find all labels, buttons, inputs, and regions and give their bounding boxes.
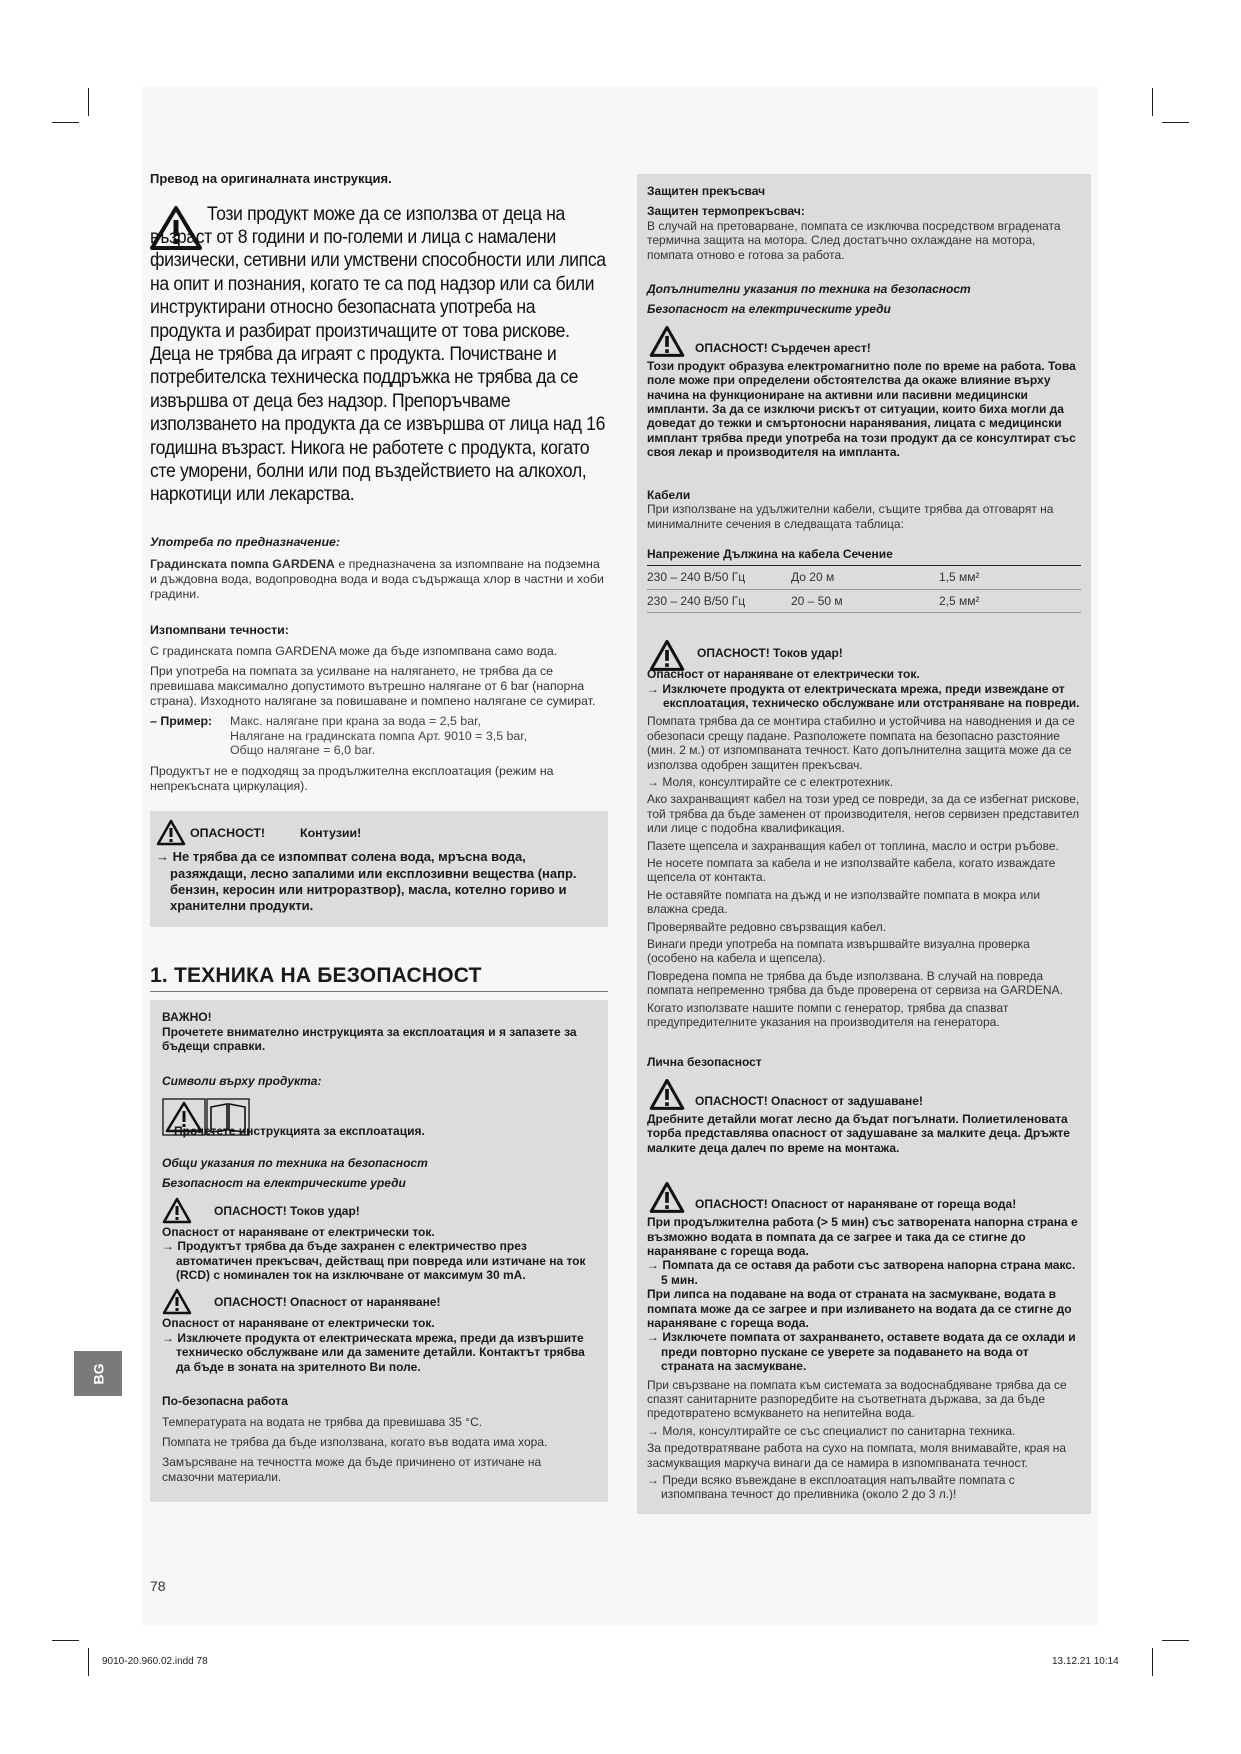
cable-paragraph: Не носете помпата за кабела и не използвайте кабела, когато изваждате щепсела от контакта. [647,856,1056,885]
cable-paragraph: Пазете щепсела и захранващия кабел от топлина, масло и остри ръбове. [647,838,1059,853]
warning-triangle-icon [162,1288,192,1316]
cables-heading: Кабели [647,487,691,502]
shock-sub: Опасност от нараняване от електрически ток. [162,1224,435,1239]
warning-triangle-icon [647,325,687,359]
danger-text: → Не трябва да се изпомпват солена вода, мръсна вода, разяждащи, лесно запалими или експлозивни вещества (напр. бензин, керосин или нитроразтвор), масла, котелно гориво и хранителни продукти. [156,849,577,914]
table-cell: 1,5 мм² [939,566,1081,589]
hot-a1: → Помпата да се оставя да работи със затворена напорна страна макс. 5 мин. [647,1258,1076,1287]
shock-label-right: ОПАСНОСТ! Токов удар! [697,645,843,660]
file-info: 9010-20.960.02.indd 78 [102,1656,208,1667]
shock-label: ОПАСНОСТ! Токов удар! [214,1203,360,1218]
liquids-section [150,623,608,793]
table-row [647,566,1081,589]
choke-label: ОПАСНОСТ! Опасност от задушаване! [695,1093,923,1108]
hot-a2: → Изключете помпата от захранването, оставете водата да се охлади и преди повторно пускане се уверете за подаването на вода от страната на засмукване. [647,1330,1076,1374]
breaker-heading: Защитен прекъсвач [647,184,766,198]
crop-mark [1162,122,1189,123]
example-line: Налягане на градинската помпа Арт. 9010 = 3,5 bar, [230,728,528,743]
pressure-example [150,714,608,758]
cable-paragraph: Повредена помпа не трябва да бъде използвана. В случай на повреда помпата непременно трябва да бъде проверена от сервиза на GARDENA. [647,968,1063,998]
table-cell: 230 – 240 В/50 Гц [647,589,791,612]
tail-a2: → Преди всяко въвеждане в експлоатация напълвайте помпата с изпомпвана течност до преливника (около 2 до 3 л.)! [647,1473,1015,1502]
liquids-p3: Продуктът не е подходящ за продължителна експлоатация (режим на непрекъсната циркулация). [150,764,554,793]
important-text: Прочетете внимателно инструкцията за експлоатация и я запазете за бъдещи справки. [162,1024,577,1054]
cable-paragraph: Помпата трябва да се монтира стабилно и устойчива на наводнения и да се обезопаси срещу падане. Разположете помпата на безопасно разстояние (мин. 2 м.) от изпомпваната течност. Като допълнителна защита може да се използва одобрен защитен прекъсвач. [647,714,1075,772]
example-label: – Пример: [150,714,213,729]
table-cell: 230 – 240 В/50 Гц [647,566,791,589]
general-heading: Общи указания по техника на безопасност [162,1156,428,1171]
cable-paragraph: Когато използвате нашите помпи с генератор, трябва да спазват предупредителните указания на производителя на генератора. [647,1000,1009,1030]
liquids-p2: При употреба на помпата за усилване на налягането, не трябва да се превишава максимално допустимото вътрешно налягане от 6 bar (напорна страна). Изходното налягане за повишаване и помпено налягане се сумират. [150,664,596,708]
warning-triangle-icon [647,1181,687,1215]
electrical-heading-right: Безопасност на електрическите уреди [647,302,891,317]
choke-text: Дребните детайли могат лесно да бъдат погълнати. Полиетиленовата торба представлява опасност от задушаване за малките деца. Дръжте малките деца далеч по време на монтажа. [647,1111,1070,1155]
injury-sub: Опасност от нараняване от електрически ток. [162,1316,435,1331]
section-title: 1. ТЕХНИКА НА БЕЗОПАСНОСТ [150,963,482,987]
cardiac-text: Този продукт образува електромагнитно поле по време на работа. Това поле може при определени обстоятелства да окаже влияние върху начина на функциониране на активни или пасивни медицински импланти. За да се изключи рискът от ситуации, които биха могли да доведат до тежки и смъртоносни наранявания, лицата с медицински имплант трябва преди употреба на този продукт да се консултират със своя лекар и производителя на импланта. [647,358,1076,460]
thermo-text: В случай на претоварване, помпата се изключва посредством вградената термична защита на мотора. След достатъчно охлаждане на мотора, помпата отново е готова за работа. [647,218,1061,262]
hot-water-label: ОПАСНОСТ! Опасност от нараняване от гореща вода! [695,1196,1017,1211]
warning-triangle-icon [162,1197,192,1225]
danger-sub: Контузии! [300,825,362,840]
crop-mark [1152,1648,1153,1676]
crop-mark [88,88,89,116]
cable-paragraph: Ако захранващият кабел на този уред се повреди, за да се избегнат рискове, той трябва да бъде заменен от производителя, негов сервизен представител или лице с подобна квалификация. [647,792,1080,836]
intended-use-section [150,535,608,601]
thermo-heading: Защитен термопрекъсвач: [647,204,805,219]
liquids-heading: Изпомпвани течности: [150,623,289,638]
table-cell: 2,5 мм² [939,589,1081,612]
warning-triangle-icon [647,1078,687,1112]
crop-mark [1152,88,1153,116]
safer-p2: Помпата не трябва да бъде използвана, когато във водата има хора. [162,1434,548,1449]
child-warning-text: Този продукт може да се използва от деца на възраст от 8 години и по-големи и лица с намалени физически, сетивни или умствени способности или липса на опит и познания, когато те са под надзор или са били инструктирани относно безопасната употреба на продукта и разбират произтичащите от това рискове. Деца не трябва да играят с продукта. Почистване и потребителска техническа поддръжка не трябва да се извършва от деца без надзор. Препоръчваме използването на продукта да се извършва от лица над 16 годишна възраст. Никога не работете с продукта, когато сте уморени, болни или под въздействието на алкохол, наркотици или лекарства. [150,203,606,506]
warning-triangle-icon [156,819,186,847]
intended-use-heading: Употреба по предназначение: [150,534,341,549]
shock-action-right: → Изключете продукта от електрическата мрежа, преди извеждане от експлоатация, техническо обслужване или отстраняване на повреди. [647,681,1080,710]
child-warning [150,203,608,507]
safety-box [150,1000,608,1502]
right-column [637,174,1091,1514]
injury-label: ОПАСНОСТ! Опасност от нараняване! [214,1295,441,1310]
example-line: Макс. налягане при крана за вода = 2,5 bar, [230,714,481,729]
translation-note: Превод на оригиналната инструкция. [150,171,392,186]
electrical-heading: Безопасност на електрическите уреди [162,1176,406,1191]
important-label: ВАЖНО! [162,1010,212,1025]
section-title-bar [150,963,608,993]
cable-paragraph: → Моля, консултирайте се с електротехник. [647,774,894,789]
liquids-p1: С градинската помпа GARDENA може да бъде изпомпвана само вода. [150,643,558,658]
intended-use-text: е предназначена за изпомпване на подземна и дъждовна вода, водопроводна вода и вода съдържаща хлор в частни и хоби градини. [150,557,604,601]
additional-heading: Допълнителни указания по техника на безопасност [647,282,971,297]
crop-mark [1162,1640,1189,1641]
table-row [647,589,1081,612]
crop-mark [52,122,79,123]
table-cell: До 20 м [791,566,939,589]
cable-paragraph: Не оставяйте помпата на дъжд и не използвайте помпата в мокра или влажна среда. [647,887,1041,917]
safer-p1: Температурата на водата не трябва да превишава 35 °C. [162,1414,483,1429]
crop-mark [88,1648,89,1676]
page-number: 78 [150,1578,166,1594]
symbols-heading: Символи върху продукта: [162,1073,322,1088]
table-header-cell: Дължина на кабела [723,546,840,561]
symbols-caption: Прочетете инструкцията за експлоатация. [174,1123,425,1138]
cable-paragraph: Проверявайте редовно свързващия кабел. [647,919,887,934]
cardiac-label: ОПАСНОСТ! Сърдечен арест! [695,340,871,355]
intended-use-lead: Градинската помпа GARDENA [150,557,335,572]
example-line: Общо налягане = 6,0 bar. [230,743,376,758]
tail-p2: За предотвратяване работа на сухо на помпата, моля внимавайте, края на засмукващия маркуча винаги да се намира в изпомпваната течност. [647,1441,1067,1470]
crop-mark [52,1640,79,1641]
shock-text: → Продуктът трябва да бъде захранен с електричество през автоматичен прекъсвач, действащ при повреда или изтичане на ток (RCD) с номинален ток на изключване от максимум 30 mA. [162,1239,586,1283]
table-header-cell: Напрежение [647,546,720,561]
table-header-cell: Сечение [842,546,893,561]
danger-box [150,811,608,927]
safer-p3: Замърсяване на течността може да бъде причинено от изтичане на смазочни материали. [162,1455,542,1484]
safer-heading: По-безопасна работа [162,1394,288,1409]
hot-p2: При липса на подаване на вода от страната на засмукване, водата в помпата може да се загрее и при изливането на водата да се стигне до нараняване с гореща вода. [647,1287,1072,1330]
cable-paragraph: Винаги преди употреба на помпата извършвайте визуална проверка (особено на кабела и щепсела). [647,937,1030,966]
table-cell: 20 – 50 м [791,589,939,612]
date-info: 13.12.21 10:14 [1052,1656,1119,1667]
cable-table [647,543,1081,613]
tail-p1: При свързване на помпата към системата за водоснабдяване трябва да се спазят санитарните разпоредбите на съответната държава, за да бъде предотвратено всмукването на непитейна вода. [647,1377,1067,1421]
language-tab: BG [74,1351,122,1396]
danger-label: ОПАСНОСТ! [190,825,266,840]
left-column [150,172,608,1502]
hot-p1: При продължителна работа (> 5 мин) със затворената напорна страна е възможно водата в помпата да се загрее и така да се стигне до нараняване с гореща вода. [647,1215,1078,1258]
shock-sub-right: Опасност от нараняване от електрически ток. [647,667,920,682]
personal-heading: Лична безопасност [647,1055,762,1070]
injury-text: → Изключете продукта от електрическата мрежа, преди да извършите техническо обслужване или да замените детайли. Контактът трябва да бъде в зоната на зрителното Ви поле. [162,1330,585,1374]
table-header [647,543,1081,566]
cables-text: При използване на удължителни кабели, същите трябва да отговарят на минималните сечения в следващата таблица: [647,502,1054,531]
tail-a1: → Моля, консултирайте се със специалист по санитарна техника. [647,1423,1016,1438]
